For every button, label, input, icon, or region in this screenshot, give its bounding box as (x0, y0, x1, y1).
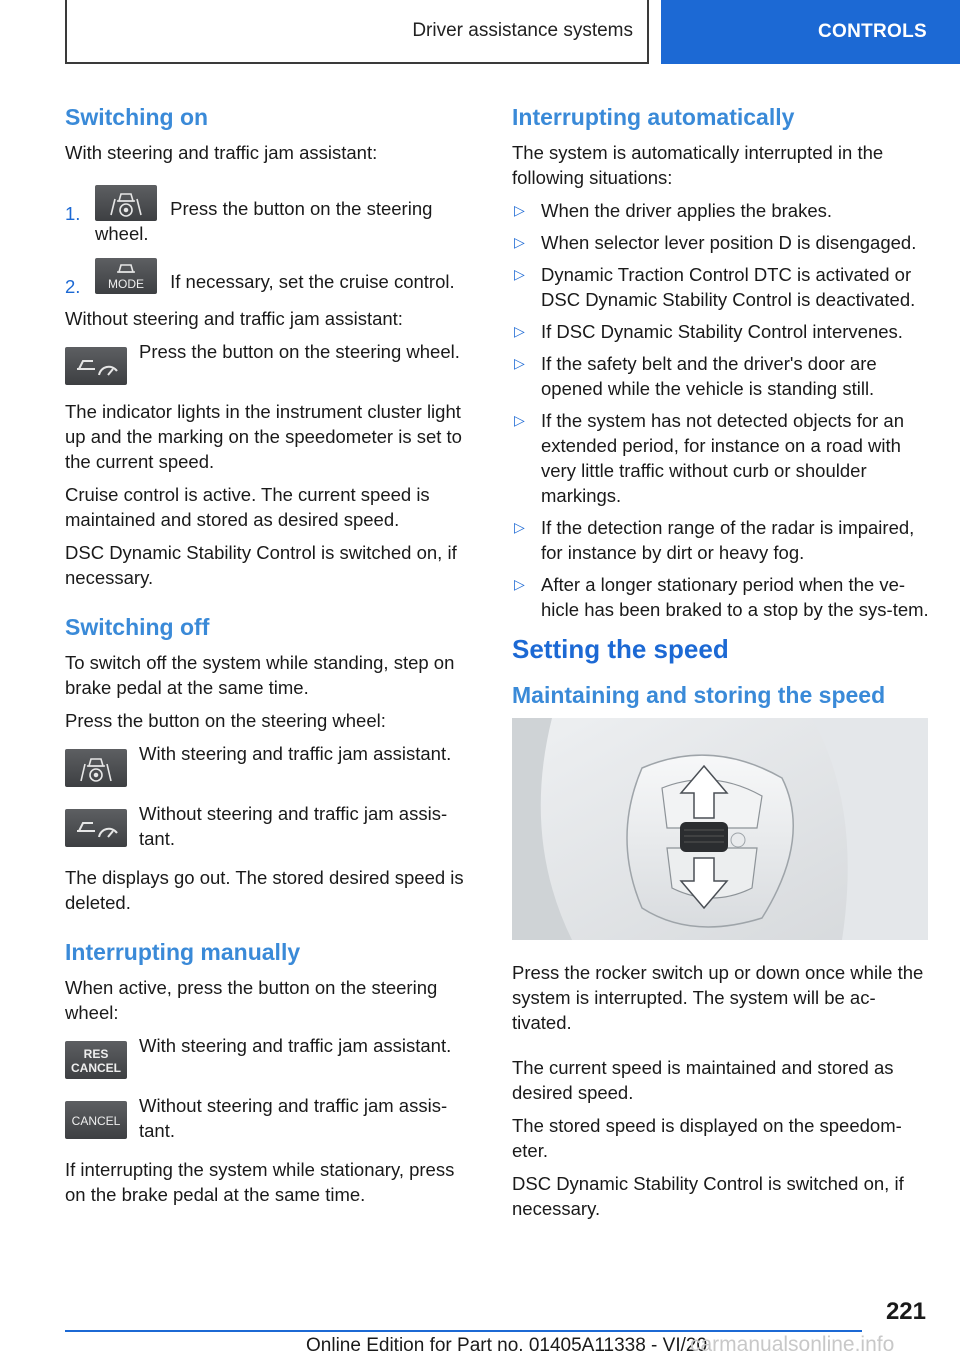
switching-on-intro: With steering and traffic jam assistant: (65, 142, 378, 163)
switch-off-with-text: With steering and traffic jam assistant. (139, 743, 452, 764)
footer-edition: Online Edition for Part no. 01405A11338 - VI/20 (306, 1335, 708, 1356)
displayed-paragraph: The stored speed is displayed on the speedom-eter. (512, 1115, 902, 1161)
interrupt-conditions-list (512, 198, 930, 622)
triangle-bullet-icon: ▷ (514, 412, 525, 428)
triangle-bullet-icon: ▷ (514, 202, 525, 218)
triangle-bullet-icon: ▷ (514, 519, 525, 535)
cruise-active-paragraph: Cruise control is active. The current speed is maintained and stored as desired speed. (65, 484, 430, 530)
mode-button-icon (95, 258, 157, 294)
interrupting-manually-heading: Interrupting manually (65, 939, 301, 965)
step-1-number: 1. (65, 203, 81, 224)
right-column (512, 100, 930, 1229)
interrupt-without-row (65, 1093, 480, 1143)
mode-button-label: MODE (108, 277, 144, 291)
res-label: RES (83, 1047, 109, 1061)
steering-assist-button-icon (95, 185, 157, 221)
without-assistant-text: Press the button on the steering wheel. (139, 341, 460, 362)
rocker-paragraph: Press the rocker switch up or down once while the system is interrupted. The system will be ac-tivated. (512, 962, 924, 1033)
page-number: 221 (885, 1298, 926, 1325)
switch-off-without-row (65, 801, 480, 851)
interrupting-automatically-heading: Interrupting automatically (512, 104, 795, 130)
list-item: ▷ If the system has not detected objects for an extended period, for instance on a road with very little traffic without curb or shoulder markings. (514, 410, 905, 506)
triangle-bullet-icon: ▷ (514, 355, 525, 371)
list-item: ▷ After a longer stationary period when the ve-hicle has been braked to a stop by the sys-tem. (514, 574, 929, 620)
step-1-text: Press the button on the steering wheel. (95, 198, 433, 244)
triangle-bullet-icon: ▷ (514, 234, 525, 250)
switch-off-paragraph-1: To switch off the system while standing, step on brake pedal at the same time. (65, 652, 455, 698)
list-item: ▷ If the detection range of the radar is impaired, for instance by dirt or heavy fog. (514, 517, 915, 563)
triangle-bullet-icon: ▷ (514, 323, 525, 339)
step-2-number: 2. (65, 276, 81, 297)
header-tab (661, 0, 960, 64)
interrupt-paragraph-1: When active, press the button on the steering wheel: (65, 977, 438, 1023)
switch-off-without-text: Without steering and traffic jam assis-tant. (139, 803, 448, 849)
list-item: ▷ If DSC Dynamic Stability Control intervenes. (514, 321, 903, 342)
without-assistant-intro: Without steering and traffic jam assistant: (65, 308, 403, 329)
step-2 (65, 258, 480, 297)
indicator-paragraph: The indicator lights in the instrument cluster light up and the marking on the speedometer is set to the current speed. (65, 401, 462, 472)
list-item: ▷ Dynamic Traction Control DTC is activated or DSC Dynamic Stability Control is deactivated. (514, 264, 916, 310)
steering-assist-button-icon (65, 749, 127, 787)
switch-off-paragraph-3: The displays go out. The stored desired speed is deleted. (65, 867, 464, 913)
list-item: ▷ When selector lever position D is disengaged. (514, 232, 917, 253)
interrupt-with-text: With steering and traffic jam assistant. (139, 1035, 452, 1056)
setting-speed-heading: Setting the speed (512, 634, 729, 664)
without-assistant-row (65, 339, 480, 385)
interrupt-with-row (65, 1033, 480, 1079)
step-1 (65, 185, 480, 246)
triangle-bullet-icon: ▷ (514, 576, 525, 592)
maintained-paragraph: The current speed is maintained and stored as desired speed. (512, 1057, 894, 1103)
header-tab-label: CONTROLS (817, 21, 927, 42)
switch-off-with-row (65, 741, 480, 787)
interrupt-paragraph-2: If interrupting the system while stationary, press on the brake pedal at the same time. (65, 1159, 455, 1205)
triangle-bullet-icon: ▷ (514, 266, 525, 282)
list-item: ▷ When the driver applies the brakes. (514, 200, 833, 221)
switching-off-heading: Switching off (65, 614, 210, 640)
cancel-label: CANCEL (71, 1061, 121, 1075)
switching-on-heading: Switching on (65, 104, 209, 130)
interrupt-without-text: Without steering and traffic jam assis-tant. (139, 1095, 448, 1141)
interrupt-auto-intro: The system is automatically interrupted in the following situations: (512, 142, 884, 188)
dsc-paragraph: DSC Dynamic Stability Control is switched on, if necessary. (65, 542, 457, 588)
footer-watermark: carmanualsonline.info (690, 1333, 895, 1356)
list-item: ▷ If the safety belt and the driver's door are opened while the vehicle is standing still. (514, 353, 877, 399)
header-section-title: Driver assistance systems (412, 20, 633, 41)
res-cancel-button-icon (65, 1041, 127, 1079)
cancel-label-2: CANCEL (71, 1114, 121, 1128)
cancel-button-icon (65, 1101, 127, 1139)
steering-wheel-rocker-photo (512, 718, 928, 940)
maintaining-speed-heading: Maintaining and storing the speed (512, 682, 886, 708)
step-2-text: If necessary, set the cruise control. (170, 271, 455, 292)
footer-divider (65, 1330, 862, 1332)
left-column (65, 100, 480, 1215)
cruise-control-button-icon (65, 347, 127, 385)
switch-off-paragraph-2: Press the button on the steering wheel: (65, 710, 386, 731)
cruise-control-button-icon (65, 809, 127, 847)
header-section-box (65, 0, 649, 64)
dsc-paragraph-right: DSC Dynamic Stability Control is switched on, if necessary. (512, 1173, 904, 1219)
